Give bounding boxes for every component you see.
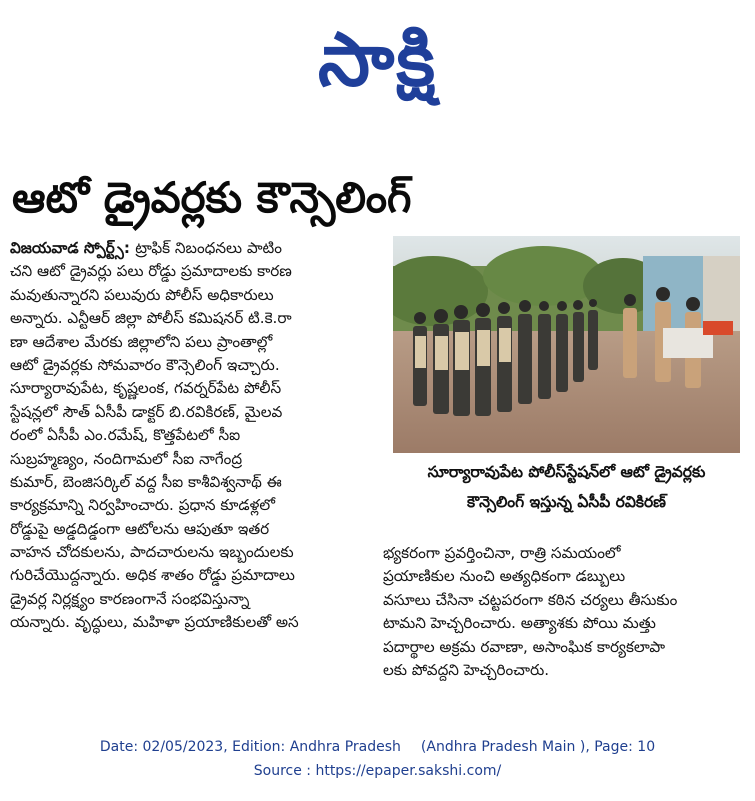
article-line: సూర్యారావుపేట, కృష్ణలంక, గవర్నర్‌పేట పోలీస్ (10, 379, 282, 398)
epaper-footer (0, 735, 755, 783)
article-line: మవుతున్నారని పలువురు పోలీస్ అధికారులు (10, 285, 274, 304)
article-line: ణా ఆదేశాల మేరకు జిల్లాలోని పలు ప్రాంతాల్లో (10, 332, 273, 351)
article-line: టామని హెచ్చరించారు. అత్యాశకు పోయి మత్తు (383, 614, 656, 633)
caption-line: సూర్యారావుపేట పోలీస్‌స్టేషన్‌లో ఆటో డ్రైవర్లకు (427, 463, 706, 481)
article-line: కార్యక్రమాన్ని నిర్వహించారు. ప్రధాన కూడళ్లలో (10, 496, 276, 515)
article-line: సుబ్రహ్మణ్యం, నందిగామలో సీఐ నాగేంద్ర (10, 449, 243, 468)
article-line: లకు పోవద్దని హెచ్చరించారు. (383, 660, 550, 679)
article-line: అన్నారు. ఎన్టీఆర్ జిల్లా పోలీస్ కమిషనర్ టి.కె.రా (10, 309, 292, 328)
footer-date-edition: Date: 02/05/2023, Edition: Andhra Pradesh (99, 739, 401, 755)
article-line: పదార్థాల అక్రమ రవాణా, అసాంఘిక కార్యకలాపా (383, 637, 665, 656)
article-line: చని ఆటో డ్రైవర్లు పలు రోడ్డు ప్రమాదాలకు కారణ (10, 262, 292, 281)
article-line: కుమార్, బెంజిసర్కిల్ వద్ద సీఐ కాశీవిశ్వనాథ్ ఈ (10, 472, 282, 491)
article-line: ప్రయాణికుల నుంచి అత్యధికంగా డబ్బులు (383, 567, 626, 586)
article-line: రంలో ఏసీపీ ఎం.రమేష్, కొత్తపేటలో సీఐ (10, 426, 241, 445)
article-line: వసూలు చేసినా చట్టపరంగా కఠిన చర్యలు తీసుకుం (383, 590, 678, 609)
article-line: గురిచేయొద్దన్నారు. అధిక శాతం రోడ్డు ప్రమాదాలు (10, 566, 295, 585)
footer-edition-line (0, 735, 755, 759)
article-line: వాహన చోదకులను, పాదచారులను ఇబ్బందులకు (10, 543, 294, 562)
sakshi-logo[interactable]: సాక్షి (318, 17, 437, 103)
photo-illustration (393, 236, 740, 453)
dateline-continuation: ట్రాఫిక్ నిబంధనలు పాటిం (135, 239, 282, 257)
footer-source-line[interactable]: Source : https://epaper.sakshi.com/ (253, 763, 502, 779)
footer-page-info: (Andhra Pradesh Main ), Page: 10 (420, 739, 656, 755)
article-line: యన్నారు. వృద్ధులు, మహిళా ప్రయాణికులతో అస (10, 613, 299, 632)
dateline: విజయవాడ స్పోర్ట్స్: (10, 239, 136, 257)
article-line: డ్రైవర్ల నిర్లక్ష్యం కారణంగానే సంభవిస్తున్నా (10, 589, 250, 608)
article-body-right-column (383, 542, 743, 682)
article-line: స్టేషన్లలో సౌత్ ఏసీపీ డాక్టర్ బి.రవికిరణ్, మైలవ (10, 402, 283, 421)
article-headline: ఆటో డ్రైవర్లకు కౌన్సెలింగ్ (12, 173, 412, 223)
photo-caption (393, 457, 740, 523)
caption-line: కౌన్సెలింగ్ ఇస్తున్న ఏసీపీ రవికిరణ్ (467, 493, 666, 511)
article-line: రోడ్డుపై అడ్డదిడ్డంగా ఆటోలను ఆపుతూ ఇతర (10, 519, 270, 538)
article-body-left-column (10, 237, 372, 635)
article-line: ఆటో డ్రైవర్లకు సోమవారం కౌన్సెలింగ్ ఇచ్చారు. (10, 355, 280, 374)
article-line-1 (10, 237, 372, 260)
masthead (0, 0, 755, 120)
article-line: భ్యకరంగా ప్రవర్తించినా, రాత్రి సమయంలో (383, 544, 621, 562)
article-photo[interactable] (393, 236, 740, 453)
